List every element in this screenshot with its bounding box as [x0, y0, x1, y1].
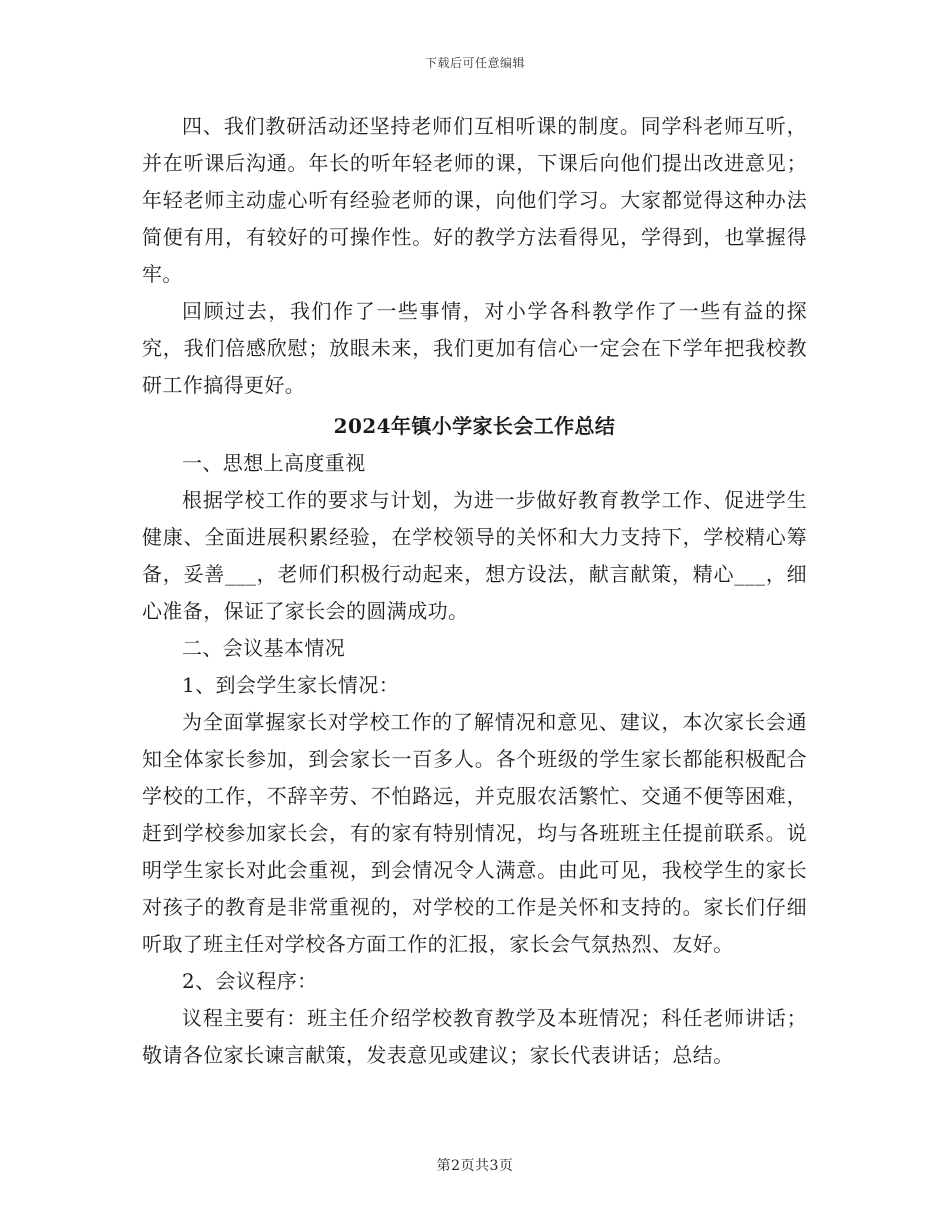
subheading-agenda: 2、会议程序： [182, 969, 318, 993]
section-heading-ideology: 一、思想上高度重视 [182, 451, 366, 475]
page-header: 下载后可任意编辑 [424, 56, 525, 70]
section-heading-meeting-overview: 二、会议基本情况 [182, 636, 346, 660]
document-title: 2024年镇小学家长会工作总结 [333, 414, 616, 438]
paragraph-teaching-observation: 四、我们教研活动还坚持老师们互相听课的制度。同学科老师互听，并在听课后沟通。年长的听年轻老师的课，下课后向他们提出改进意见；年轻老师主动虚心听有经验老师的课，向他们学习。大家都觉得这种办法简便有用，有较好的可操作性。好的教学方法看得见，学得到，也掌握得牢。 [142, 114, 807, 286]
subheading-attendance: 1、到会学生家长情况： [182, 673, 400, 697]
paragraph-preparation: 根据学校工作的要求与计划，为进一步做好教育教学工作、促进学生健康、全面进展积累经验，在学校领导的关怀和大力支持下，学校精心筹备，妥善___，老师们积极行动起来，想方设法，献言献策，精心___，细心准备，保证了家长会的圆满成功。 [142, 488, 807, 623]
document-body [142, 108, 807, 1074]
paragraph-review-outlook: 回顾过去，我们作了一些事情，对小学各科教学作了一些有益的探究，我们倍感欣慰；放眼未来，我们更加有信心一定会在下学年把我校教研工作搞得更好。 [142, 299, 807, 397]
paragraph-agenda: 议程主要有：班主任介绍学校教育教学及本班情况；科任老师讲话；敬请各位家长谏言献策，发表意见或建议；家长代表讲话；总结。 [142, 1006, 807, 1067]
paragraph-attendance: 为全面掌握家长对学校工作的了解情况和意见、建议，本次家长会通知全体家长参加，到会家长一百多人。各个班级的学生家长都能积极配合学校的工作，不辞辛劳、不怕路远，并克服农活繁忙、交通不便等困难，赶到学校参加家长会，有的家有特别情况，均与各班班主任提前联系。说明学生家长对此会重视，到会情况令人满意。由此可见，我校学生的家长对孩子的教育是非常重视的，对学校的工作是关怀和支持的。家长们仔细听取了班主任对学校各方面工作的汇报，家长会气氛热烈、友好。 [142, 710, 807, 956]
page-footer: 第2页共3页 [436, 1158, 514, 1174]
